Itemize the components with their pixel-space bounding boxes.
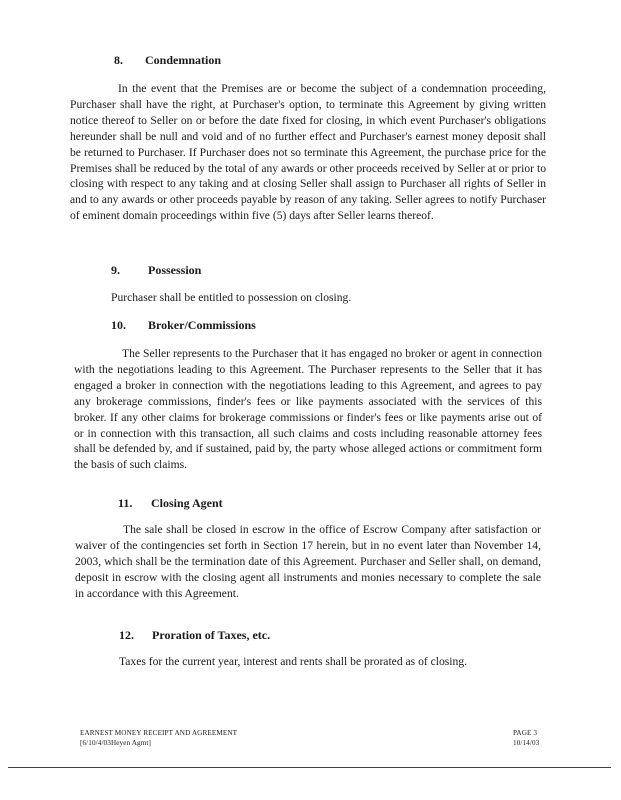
footer-right bbox=[513, 728, 539, 748]
section-12-body: Taxes for the current year, interest and rents shall be prorated as of closing. bbox=[119, 655, 468, 668]
section-title: Possession bbox=[148, 263, 202, 277]
section-title: Broker/Commissions bbox=[148, 318, 256, 332]
section-number: 8. bbox=[114, 53, 123, 67]
bottom-rule bbox=[8, 767, 611, 768]
footer-doc-title: EARNEST MONEY RECEIPT AND AGREEMENT bbox=[80, 729, 238, 737]
section-8-heading bbox=[114, 53, 222, 68]
section-10-heading bbox=[111, 318, 256, 333]
section-11-body: The sale shall be closed in escrow in the office of Escrow Company after satisfaction or waiver of the contingencies set forth in Section 17 herein, but in no event later than November 14, 2003, which shall be the termination date of this Agreement. Purchaser and Seller shall, on demand, deposit in escrow with the closing agent all instruments and monies necessary to complete the sale in accordance with this Agreement. bbox=[75, 523, 541, 600]
footer-left bbox=[80, 728, 237, 748]
section-11-heading bbox=[118, 496, 223, 511]
section-number: 11. bbox=[118, 496, 133, 510]
section-number: 9. bbox=[111, 263, 120, 277]
section-12-heading bbox=[119, 628, 271, 643]
section-title: Proration of Taxes, etc. bbox=[152, 628, 271, 642]
section-number: 10. bbox=[111, 318, 126, 332]
footer-page-number: PAGE 3 bbox=[513, 729, 538, 737]
footer-doc-ref: [6/10/4/03Heyen Agmt] bbox=[80, 739, 151, 747]
section-title: Closing Agent bbox=[151, 496, 223, 510]
section-9-heading bbox=[111, 263, 202, 278]
footer-date: 10/14/03 bbox=[513, 739, 540, 747]
section-title: Condemnation bbox=[145, 53, 222, 67]
section-9-body: Purchaser shall be entitled to possession on closing. bbox=[111, 291, 352, 304]
section-10-body: The Seller represents to the Purchaser that it has engaged no broker or agent in connection with the negotiations leading to this Agreement. The Purchaser represents to the Seller that it has engaged a broker in connection with the negotiations leading to this Agreement, and agrees to pay any brokerage commissions, finder's fees or like payments associated with the services of this broker. If any other claims for brokerage commissions or finder's fees or like payments arise out of or in connection with this transaction, all such claims and costs including reasonable attorney fees shall be defended by, and if sustained, paid by, the party whose alleged actions or commitment form the basis of such claims. bbox=[74, 347, 542, 472]
section-number: 12. bbox=[119, 628, 134, 642]
section-8-body: In the event that the Premises are or become the subject of a condemnation proceeding, Purchaser shall have the right, at Purchaser's option, to terminate this Agreement by giving written notice thereof to Seller on or before the date fixed for closing, in which event Purchaser's obligations hereunder shall be null and void and of no further effect and Purchaser's earnest money deposit shall be returned to Purchaser. If Purchaser does not so terminate this Agreement, the purchase price for the Premises shall be reduced by the total of any awards or other proceeds received by Seller at or prior to closing with respect to any taking and at closing Seller shall assign to Purchaser all rights of Seller in and to any awards or other proceeds payable by reason of any taking. Seller agrees to notify Purchaser of eminent domain proceedings within five (5) days after Seller learns thereof. bbox=[70, 82, 546, 223]
